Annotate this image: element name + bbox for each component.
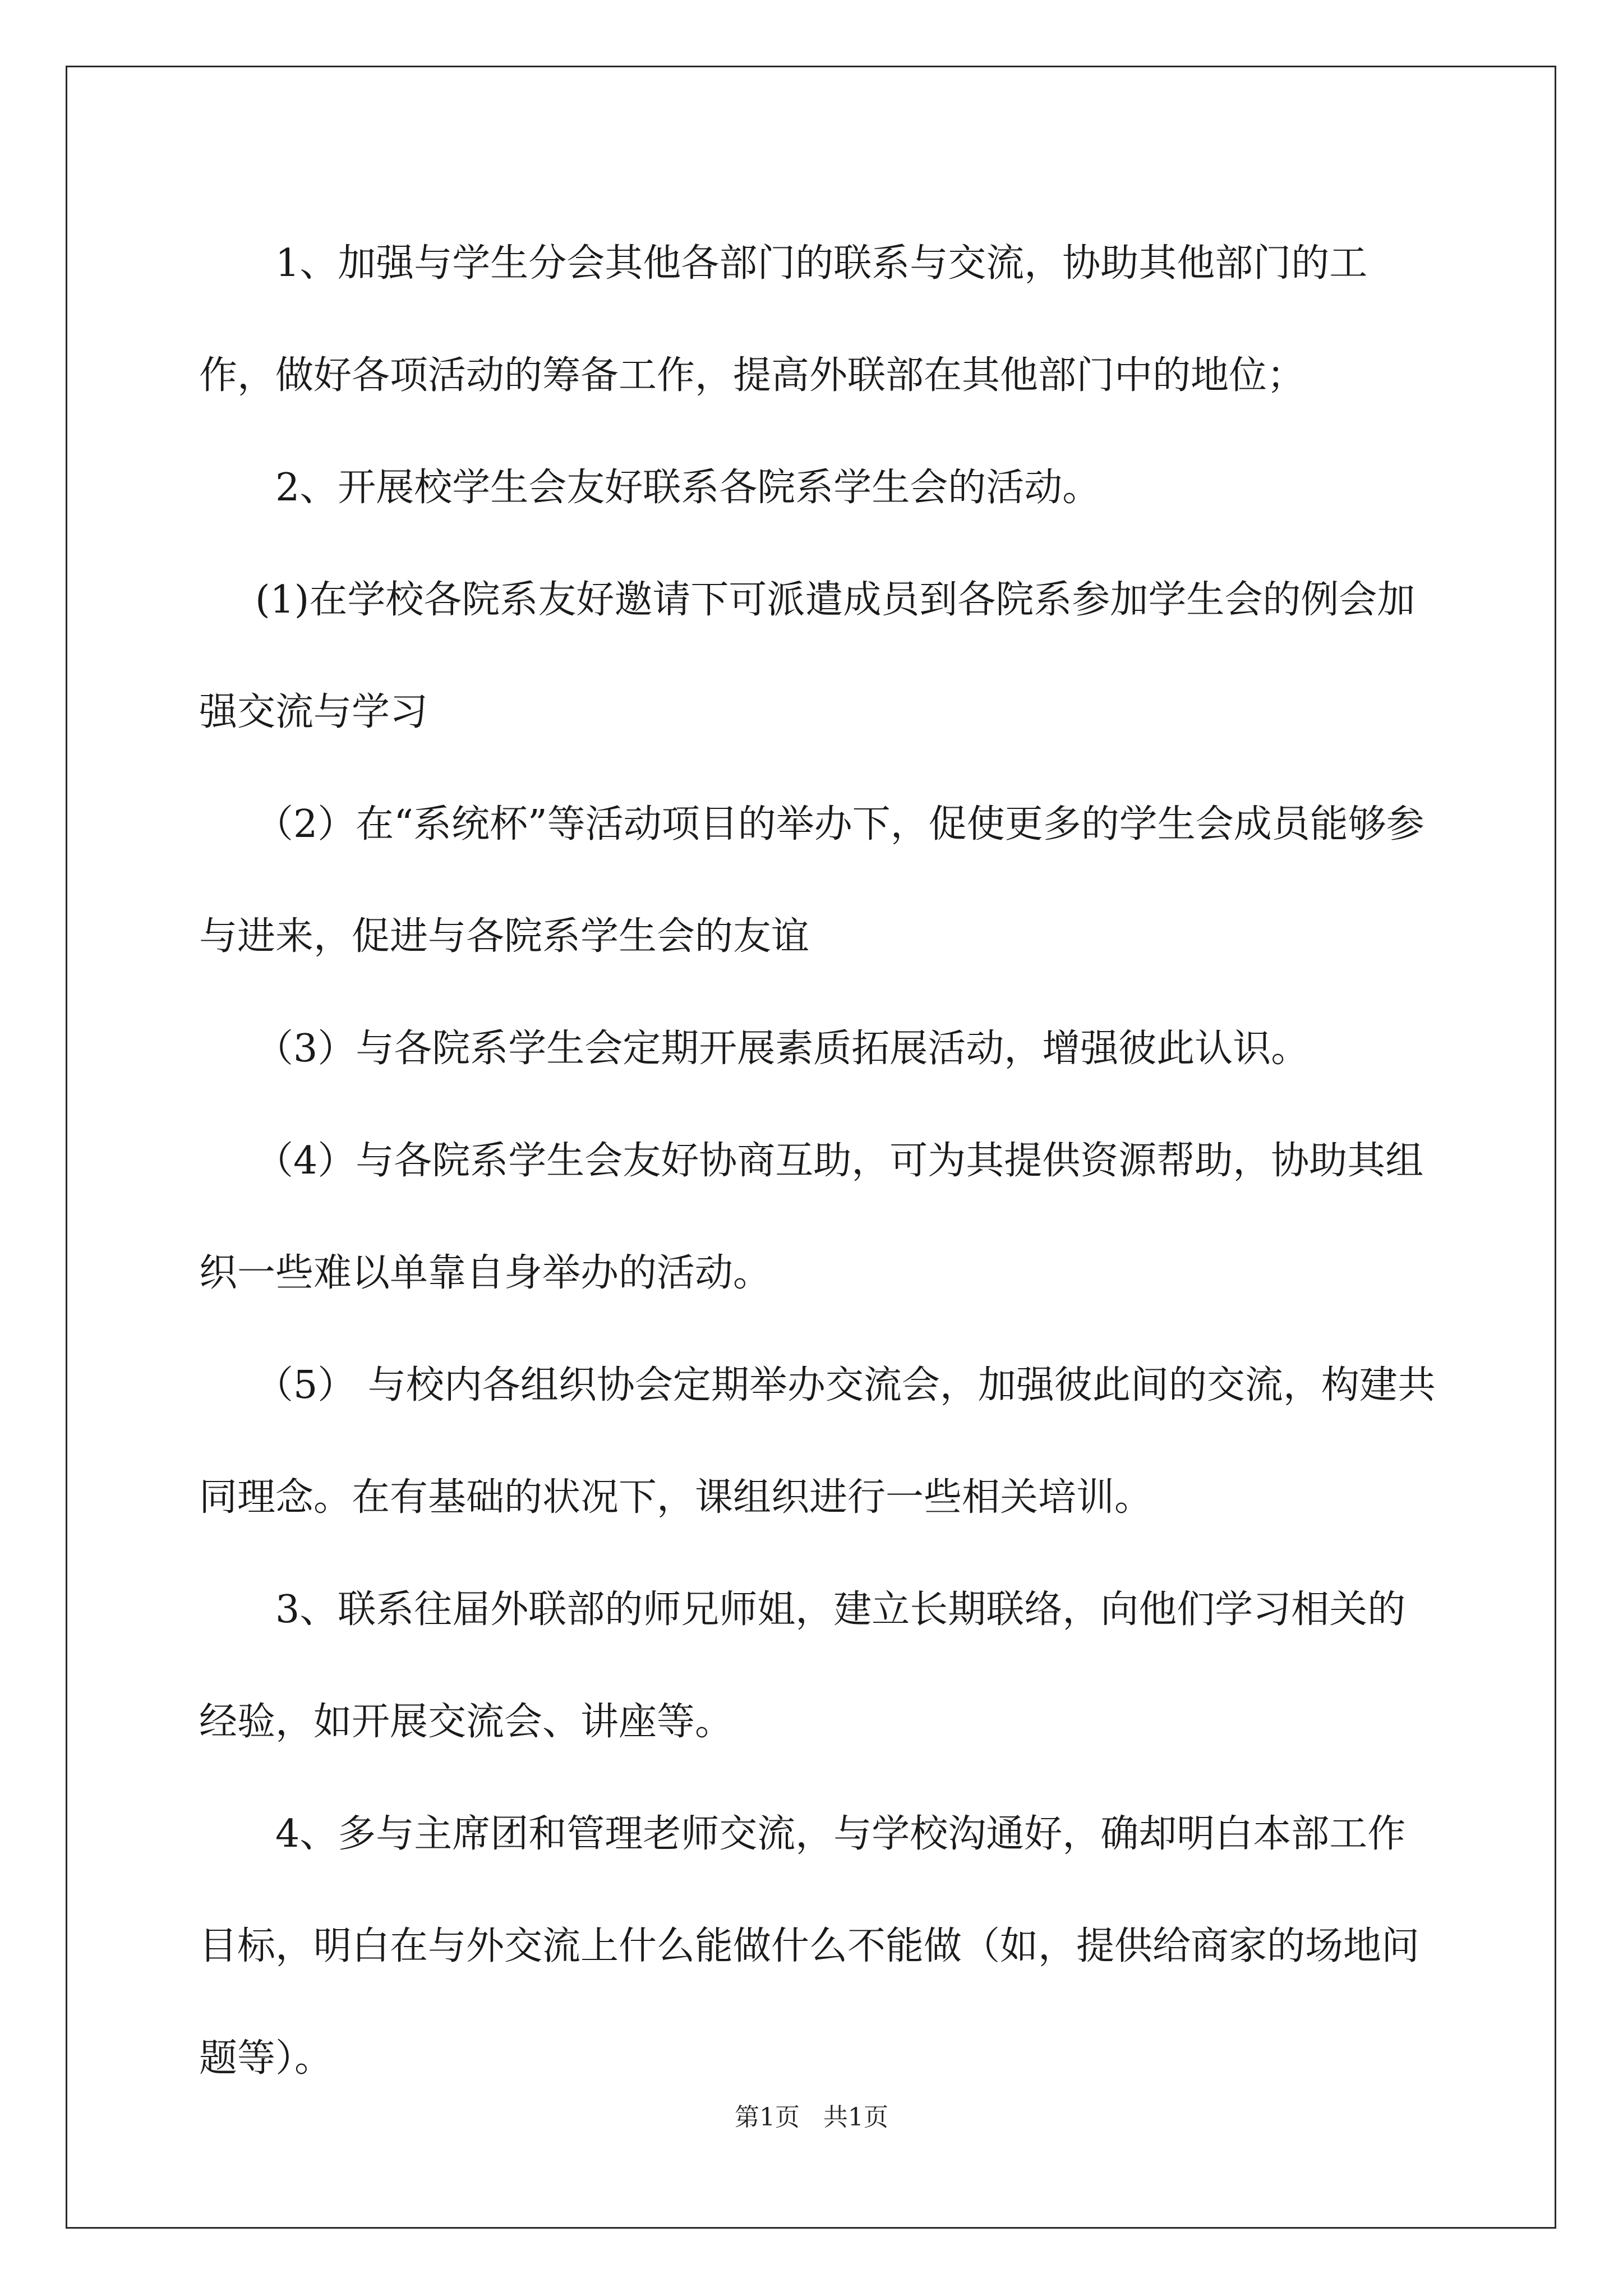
paragraph-4: 4、多与主席团和管理老师交流，与学校沟通好，确却明白本部工作目标，明白在与外交流上什么能做什么不能做（如，提供给商家的场地问题等）。	[199, 1812, 1420, 2081]
paragraph-3: 3、联系往届外联部的师兄师姐，建立长期联络，向他们学习相关的经验，如开展交流会、讲座等。	[199, 1588, 1406, 1744]
paragraph-1: 1、加强与学生分会其他各部门的联系与交流，协助其他部门的工作，做好各项活动的筹备工作，提高外联部在其他部门中的地位；	[199, 241, 1368, 398]
paragraph-2-item-2: （2）在“系统杯”等活动项目的举办下，促使更多的学生会成员能够参与进来，促进与各院系学生会的友谊	[199, 802, 1424, 959]
paragraph-2-item-1: (1)在学校各院系友好邀请下可派遣成员到各院系参加学生会的例会加强交流与学习	[199, 578, 1415, 734]
document-body	[199, 208, 1436, 2115]
paragraph-2-item-3: （3）与各院系学生会定期开展素质拓展活动，增强彼此认识。	[255, 1027, 1310, 1071]
paragraph-2: 2、开展校学生会友好联系各院系学生会的活动。	[275, 466, 1101, 510]
paragraph-2-item-5: （5） 与校内各组织协会定期举办交流会，加强彼此间的交流，构建共同理念。在有基础的状况下，课组织进行一些相关培训。	[199, 1363, 1436, 1520]
paragraph-2-item-4: （4）与各院系学生会友好协商互助，可为其提供资源帮助，协助其组织一些难以单靠自身举办的活动。	[199, 1139, 1424, 1295]
page-number-footer: 第1页 共1页	[735, 2103, 888, 2132]
